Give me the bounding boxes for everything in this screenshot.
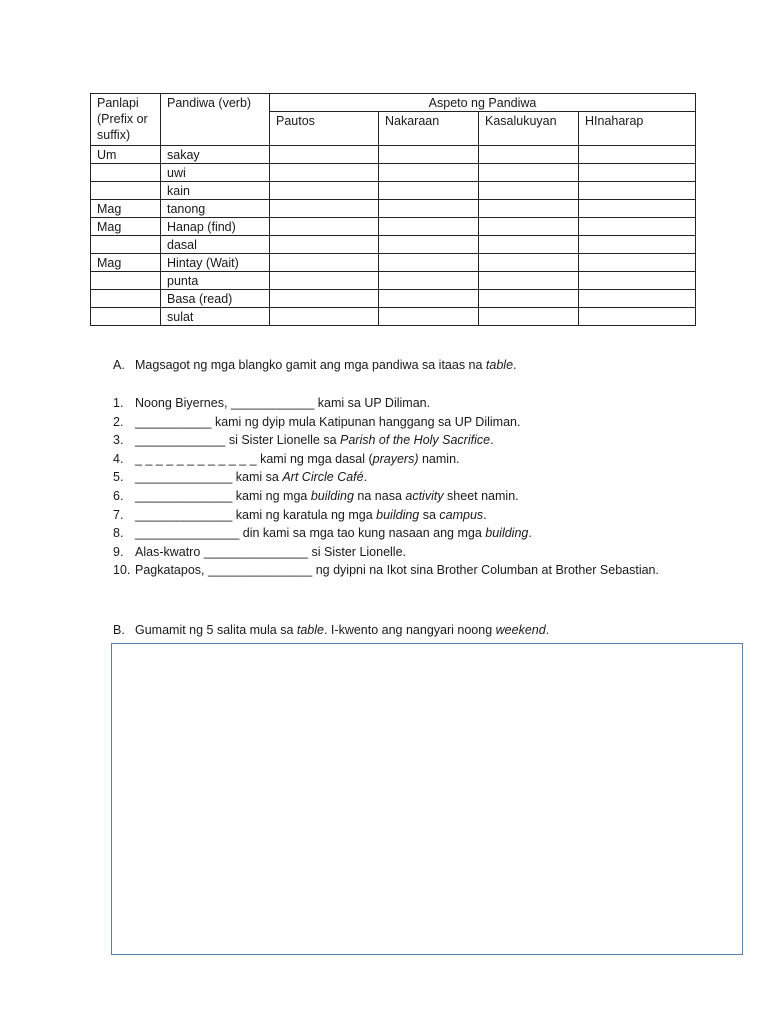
question-number: 2. xyxy=(113,414,124,429)
verb-cell: dasal xyxy=(161,236,270,254)
question-item xyxy=(113,451,659,470)
verb-aspect-table xyxy=(90,93,696,326)
aspect-answer-cell[interactable] xyxy=(579,146,696,164)
affix-cell xyxy=(91,182,161,200)
question-text: sheet namin. xyxy=(443,488,519,503)
question-text: Pagkatapos, _______________ ng dyipni na Ikot sina Brother Columban at Brother Sebastian. xyxy=(135,563,659,578)
aspect-answer-cell[interactable] xyxy=(270,236,379,254)
question-text: ______________ kami ng karatula ng mga xyxy=(135,507,377,522)
question-item xyxy=(113,525,659,544)
aspect-answer-cell[interactable] xyxy=(379,200,479,218)
affix-cell xyxy=(91,308,161,326)
header-panlapi: Panlapi (Prefix or suffix) xyxy=(91,94,161,146)
question-item xyxy=(113,414,659,433)
aspect-answer-cell[interactable] xyxy=(270,182,379,200)
aspect-answer-cell[interactable] xyxy=(479,272,579,290)
verb-cell: sulat xyxy=(161,308,270,326)
question-text: _ _ _ _ _ _ _ _ _ _ _ _ kami ng mga dasal ( xyxy=(135,451,373,466)
aspect-answer-cell[interactable] xyxy=(379,182,479,200)
question-item xyxy=(113,395,659,414)
question-text: . xyxy=(528,526,532,541)
story-answer-box[interactable] xyxy=(111,643,743,955)
verb-cell: tanong xyxy=(161,200,270,218)
question-item xyxy=(113,562,659,581)
question-text: building xyxy=(485,526,529,541)
question-text: _____________ si Sister Lionelle sa xyxy=(135,433,341,448)
aspect-answer-cell[interactable] xyxy=(479,218,579,236)
header-aspeto: Aspeto ng Pandiwa xyxy=(270,94,696,112)
aspect-answer-cell[interactable] xyxy=(270,254,379,272)
section-a-instruction: A. Magsagot ng mga blangko gamit ang mga pandiwa sa itaas na table. xyxy=(113,358,517,372)
question-text: . xyxy=(363,470,368,485)
aspect-answer-cell[interactable] xyxy=(579,200,696,218)
header-kasalukuyan: Kasalukuyan xyxy=(479,112,579,146)
question-text: Art Circle Café xyxy=(282,470,364,485)
affix-cell: Mag xyxy=(91,218,161,236)
question-number: 8. xyxy=(113,526,124,541)
aspect-answer-cell[interactable] xyxy=(379,164,479,182)
question-number: 3. xyxy=(113,433,124,448)
question-list xyxy=(113,395,659,581)
table-row xyxy=(91,236,696,254)
aspect-answer-cell[interactable] xyxy=(479,254,579,272)
question-number: 4. xyxy=(113,451,124,466)
affix-cell xyxy=(91,236,161,254)
question-text: Noong Biyernes, ____________ kami sa UP Diliman. xyxy=(135,396,431,410)
aspect-answer-cell[interactable] xyxy=(270,218,379,236)
aspect-answer-cell[interactable] xyxy=(479,182,579,200)
affix-cell xyxy=(91,164,161,182)
question-item xyxy=(113,488,659,507)
question-text: campus xyxy=(439,507,484,522)
aspect-answer-cell[interactable] xyxy=(579,308,696,326)
question-item xyxy=(113,469,659,488)
table-row xyxy=(91,164,696,182)
question-item xyxy=(113,432,659,451)
question-text: . xyxy=(483,507,487,522)
aspect-answer-cell[interactable] xyxy=(270,164,379,182)
table-row xyxy=(91,290,696,308)
aspect-answer-cell[interactable] xyxy=(379,146,479,164)
aspect-answer-cell[interactable] xyxy=(379,272,479,290)
question-text: ______________ kami sa xyxy=(135,470,283,485)
table-body xyxy=(91,146,696,326)
header-nakaraan: Nakaraan xyxy=(379,112,479,146)
table-row xyxy=(91,182,696,200)
question-text: _______________ din kami sa mga tao kung nasaan ang mga xyxy=(135,526,486,541)
header-hinaharap: HInaharap xyxy=(579,112,696,146)
question-text: Parish of the Holy Sacrifice xyxy=(340,433,491,448)
table-row xyxy=(91,218,696,236)
aspect-answer-cell[interactable] xyxy=(579,218,696,236)
question-text: ___________ kami ng dyip mula Katipunan hanggang sa UP Diliman. xyxy=(135,414,521,429)
table-row xyxy=(91,272,696,290)
question-text: building xyxy=(376,507,420,522)
table-row xyxy=(91,308,696,326)
question-number: 10. xyxy=(113,563,131,578)
verb-cell: sakay xyxy=(161,146,270,164)
aspect-answer-cell[interactable] xyxy=(479,308,579,326)
aspect-answer-cell[interactable] xyxy=(479,164,579,182)
question-text: sa xyxy=(419,507,440,522)
question-text: namin. xyxy=(418,451,460,466)
section-a-letter: A. xyxy=(113,358,125,372)
aspect-answer-cell[interactable] xyxy=(270,272,379,290)
header-pautos: Pautos xyxy=(270,112,379,146)
affix-cell: Mag xyxy=(91,200,161,218)
affix-cell: Mag xyxy=(91,254,161,272)
question-text: building xyxy=(310,488,354,503)
verb-cell: uwi xyxy=(161,164,270,182)
aspect-answer-cell[interactable] xyxy=(579,182,696,200)
verb-cell: Hanap (find) xyxy=(161,218,270,236)
question-item xyxy=(113,544,659,563)
aspect-answer-cell[interactable] xyxy=(270,290,379,308)
aspect-answer-cell[interactable] xyxy=(479,146,579,164)
aspect-answer-cell[interactable] xyxy=(579,254,696,272)
aspect-answer-cell[interactable] xyxy=(479,290,579,308)
question-text: prayers) xyxy=(372,451,419,466)
affix-cell xyxy=(91,272,161,290)
section-b-letter: B. xyxy=(113,623,125,637)
question-text: Alas-kwatro _______________ si Sister Lionelle. xyxy=(135,544,407,559)
question-number: 6. xyxy=(113,488,124,503)
question-text: . xyxy=(490,433,494,448)
question-number: 7. xyxy=(113,507,124,522)
aspect-answer-cell[interactable] xyxy=(479,236,579,254)
aspect-answer-cell[interactable] xyxy=(270,200,379,218)
aspect-answer-cell[interactable] xyxy=(379,236,479,254)
verb-cell: kain xyxy=(161,182,270,200)
aspect-answer-cell[interactable] xyxy=(479,200,579,218)
aspect-answer-cell[interactable] xyxy=(579,272,696,290)
header-pandiwa: Pandiwa (verb) xyxy=(161,94,270,146)
section-b-instruction: B. Gumamit ng 5 salita mula sa table. I-kwento ang nangyari noong weekend. xyxy=(113,623,550,637)
question-text: activity xyxy=(405,488,444,503)
aspect-answer-cell[interactable] xyxy=(270,146,379,164)
verb-cell: Basa (read) xyxy=(161,290,270,308)
aspect-answer-cell[interactable] xyxy=(579,236,696,254)
aspect-answer-cell[interactable] xyxy=(579,290,696,308)
aspect-answer-cell[interactable] xyxy=(379,308,479,326)
question-number: 9. xyxy=(113,544,124,559)
verb-cell: Hintay (Wait) xyxy=(161,254,270,272)
question-number: 1. xyxy=(113,396,124,410)
aspect-answer-cell[interactable] xyxy=(270,308,379,326)
question-item xyxy=(113,507,659,526)
question-number: 5. xyxy=(113,470,124,485)
aspect-answer-cell[interactable] xyxy=(579,164,696,182)
aspect-answer-cell[interactable] xyxy=(379,254,479,272)
table-row xyxy=(91,146,696,164)
aspect-answer-cell[interactable] xyxy=(379,218,479,236)
table-row xyxy=(91,200,696,218)
question-text: ______________ kami ng mga xyxy=(135,488,311,503)
verb-cell: punta xyxy=(161,272,270,290)
table-row xyxy=(91,254,696,272)
aspect-answer-cell[interactable] xyxy=(379,290,479,308)
question-text: na nasa xyxy=(353,488,406,503)
affix-cell xyxy=(91,290,161,308)
affix-cell: Um xyxy=(91,146,161,164)
